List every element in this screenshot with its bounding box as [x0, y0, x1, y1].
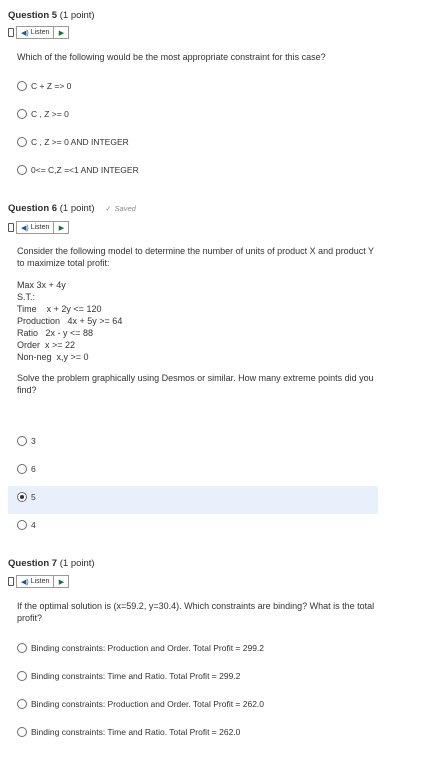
- question-points: (1 point): [59, 10, 95, 21]
- radio-button-checked[interactable]: [17, 492, 27, 502]
- question-7-header: [8, 558, 95, 569]
- answer-option[interactable]: 0<= C,Z =<1 AND INTEGER: [17, 165, 139, 175]
- question-text: Consider the following model to determine the number of units of product X and product Y to maximize total profit:: [17, 246, 374, 268]
- radio-button[interactable]: [17, 643, 27, 653]
- lp-model: [17, 279, 122, 363]
- question-title: Question 5: [8, 10, 58, 21]
- radio-button[interactable]: [17, 727, 27, 737]
- answer-option[interactable]: 6: [17, 464, 36, 474]
- model-line: S.T.:: [17, 292, 36, 302]
- radio-button[interactable]: [17, 109, 27, 119]
- play-icon[interactable]: ▶: [58, 224, 65, 232]
- radio-button[interactable]: [17, 137, 27, 147]
- listen-button[interactable]: [16, 26, 69, 39]
- question-title: Question 7: [8, 558, 58, 569]
- answer-option[interactable]: Binding constraints: Time and Ratio. Total Profit = 299.2: [17, 671, 240, 681]
- radio-button[interactable]: [17, 464, 27, 474]
- device-icon: [8, 577, 14, 586]
- question-title: Question 6: [8, 203, 58, 214]
- listen-control: [8, 221, 69, 234]
- listen-button[interactable]: [16, 221, 69, 234]
- answer-option[interactable]: C , Z >= 0: [17, 109, 69, 119]
- question-points: (1 point): [59, 203, 95, 214]
- device-icon: [8, 223, 14, 232]
- model-line: Production 4x + 5y >= 64: [17, 316, 123, 326]
- answer-option[interactable]: Binding constraints: Time and Ratio. Total Profit = 262.0: [17, 727, 240, 737]
- model-line: Non-neg x,y >= 0: [17, 352, 89, 362]
- question-6-header: [8, 203, 136, 214]
- question-text-2: Solve the problem graphically using Desmos or similar. How many extreme points did you find?: [17, 373, 374, 395]
- answer-option[interactable]: C + Z => 0: [17, 81, 71, 91]
- speaker-icon: ◀): [21, 29, 29, 37]
- listen-control: [8, 26, 69, 39]
- listen-label: Listen: [30, 29, 50, 36]
- radio-button[interactable]: [17, 81, 27, 91]
- model-line: Time x + 2y <= 120: [17, 304, 102, 314]
- listen-label: Listen: [30, 578, 50, 585]
- radio-button[interactable]: [17, 699, 27, 709]
- model-line: Ratio 2x - y <= 88: [17, 328, 94, 338]
- listen-control: [8, 575, 69, 588]
- radio-button[interactable]: [17, 165, 27, 175]
- listen-button[interactable]: [16, 575, 69, 588]
- answer-option[interactable]: 4: [17, 520, 36, 530]
- radio-button[interactable]: [17, 436, 27, 446]
- saved-status: ✓ Saved: [105, 204, 136, 213]
- question-5-header: [8, 10, 95, 21]
- model-line: Order x >= 22: [17, 340, 76, 350]
- model-line: Max 3x + 4y: [17, 280, 66, 290]
- radio-button[interactable]: [17, 520, 27, 530]
- radio-button[interactable]: [17, 671, 27, 681]
- selected-answer-highlight: [8, 486, 378, 514]
- answer-option[interactable]: 3: [17, 436, 36, 446]
- answer-option-selected[interactable]: 5: [17, 492, 36, 502]
- play-icon[interactable]: ▶: [58, 29, 65, 37]
- listen-label: Listen: [30, 224, 50, 231]
- question-text: If the optimal solution is (x=59.2, y=30.4). Which constraints are binding? What is the total profit?: [17, 601, 375, 623]
- answer-option[interactable]: C , Z >= 0 AND INTEGER: [17, 137, 129, 147]
- checkmark-icon: ✓: [105, 204, 112, 213]
- question-points: (1 point): [59, 558, 95, 569]
- answer-option[interactable]: Binding constraints: Production and Order. Total Profit = 262.0: [17, 699, 264, 709]
- answer-option[interactable]: Binding constraints: Production and Order. Total Profit = 299.2: [17, 643, 264, 653]
- speaker-icon: ◀): [21, 224, 29, 232]
- question-text: Which of the following would be the most appropriate constraint for this case?: [17, 52, 326, 62]
- device-icon: [8, 28, 14, 37]
- speaker-icon: ◀): [21, 578, 29, 586]
- play-icon[interactable]: ▶: [58, 578, 65, 586]
